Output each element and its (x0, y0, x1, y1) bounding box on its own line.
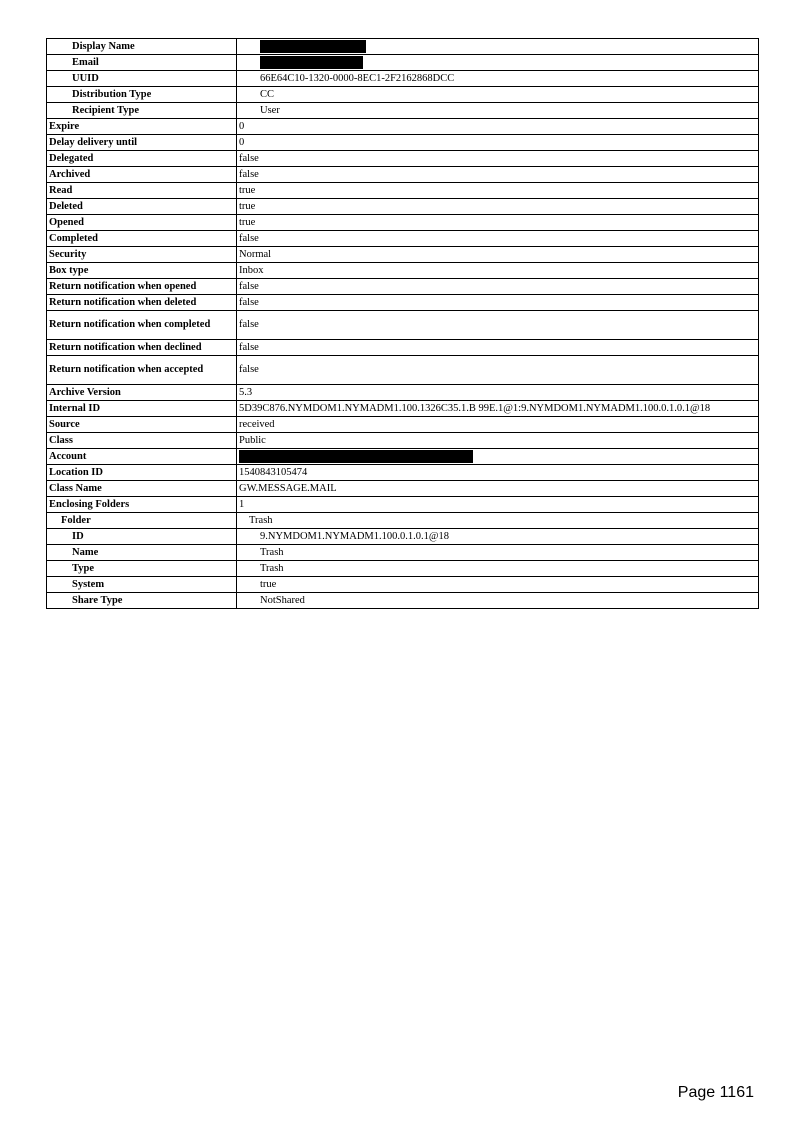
field-value: Trash (237, 513, 759, 529)
field-label: ID (47, 529, 237, 545)
field-label: Share Type (47, 593, 237, 609)
field-value-redacted (237, 55, 759, 71)
table-row (47, 71, 759, 87)
field-label: Name (47, 545, 237, 561)
field-value: true (237, 199, 759, 215)
field-label: Internal ID (47, 401, 237, 417)
field-value: 0 (237, 135, 759, 151)
field-label: Display Name (47, 39, 237, 55)
field-value: false (237, 295, 759, 311)
field-label: Return notification when deleted (47, 295, 237, 311)
field-label: Enclosing Folders (47, 497, 237, 513)
table-row (47, 481, 759, 497)
table-row (47, 167, 759, 183)
table-row (47, 295, 759, 311)
field-value: Normal (237, 247, 759, 263)
table-row (47, 103, 759, 119)
field-label: Archived (47, 167, 237, 183)
table-row (47, 183, 759, 199)
field-value: Inbox (237, 263, 759, 279)
table-row (47, 279, 759, 295)
table-row (47, 356, 759, 385)
field-value: 5.3 (237, 385, 759, 401)
page-number: Page 1161 (677, 1084, 754, 1101)
field-label: Type (47, 561, 237, 577)
field-label: Security (47, 247, 237, 263)
table-row (47, 529, 759, 545)
table-row (47, 545, 759, 561)
field-value: GW.MESSAGE.MAIL (237, 481, 759, 497)
field-label: Email (47, 55, 237, 71)
redaction-bar (239, 450, 473, 463)
field-label: Read (47, 183, 237, 199)
table-row (47, 449, 759, 465)
field-label: Recipient Type (47, 103, 237, 119)
field-label: UUID (47, 71, 237, 87)
field-value: true (237, 183, 759, 199)
table-row (47, 497, 759, 513)
field-label: Class (47, 433, 237, 449)
field-value-redacted (237, 449, 759, 465)
field-value: false (237, 356, 759, 385)
table-row (47, 577, 759, 593)
field-value: true (237, 577, 759, 593)
field-value: NotShared (237, 593, 759, 609)
field-value: 9.NYMDOM1.NYMADM1.100.0.1.0.1@18 (237, 529, 759, 545)
field-label: Folder (47, 513, 237, 529)
field-value: 1 (237, 497, 759, 513)
field-value: true (237, 215, 759, 231)
field-value: 5D39C876.NYMDOM1.NYMADM1.100.1326C35.1.B 99E.1@1:9.NYMDOM1.NYMADM1.100.0.1.0.1@18 (237, 401, 759, 417)
field-label: Class Name (47, 481, 237, 497)
field-value: 1540843105474 (237, 465, 759, 481)
field-label: Distribution Type (47, 87, 237, 103)
table-row (47, 119, 759, 135)
message-properties-table (46, 38, 759, 609)
field-value: false (237, 279, 759, 295)
table-body (47, 39, 759, 609)
table-row (47, 561, 759, 577)
field-value: false (237, 151, 759, 167)
field-value: CC (237, 87, 759, 103)
table-row (47, 199, 759, 215)
table-row (47, 593, 759, 609)
field-label: Location ID (47, 465, 237, 481)
table-row (47, 513, 759, 529)
field-label: Completed (47, 231, 237, 247)
table-row (47, 55, 759, 71)
field-value: false (237, 340, 759, 356)
field-label: Box type (47, 263, 237, 279)
table-row (47, 151, 759, 167)
field-value: false (237, 167, 759, 183)
field-label: Delegated (47, 151, 237, 167)
field-label: Opened (47, 215, 237, 231)
field-label: Return notification when declined (47, 340, 237, 356)
table-row (47, 385, 759, 401)
table-row (47, 39, 759, 55)
table-row (47, 247, 759, 263)
field-label: Return notification when completed (47, 311, 237, 340)
table-row (47, 401, 759, 417)
field-value: 0 (237, 119, 759, 135)
field-value: Public (237, 433, 759, 449)
redaction-bar (260, 40, 366, 53)
field-value: received (237, 417, 759, 433)
table-row (47, 311, 759, 340)
field-label: System (47, 577, 237, 593)
field-label: Expire (47, 119, 237, 135)
field-value: User (237, 103, 759, 119)
field-label: Return notification when accepted (47, 356, 237, 385)
field-value: 66E64C10-1320-0000-8EC1-2F2162868DCC (237, 71, 759, 87)
redaction-bar (260, 56, 363, 69)
table-row (47, 465, 759, 481)
table-row (47, 340, 759, 356)
field-label: Archive Version (47, 385, 237, 401)
table-row (47, 417, 759, 433)
table-row (47, 433, 759, 449)
table-row (47, 215, 759, 231)
field-label: Deleted (47, 199, 237, 215)
field-label: Delay delivery until (47, 135, 237, 151)
field-value-redacted (237, 39, 759, 55)
field-value: false (237, 231, 759, 247)
field-label: Source (47, 417, 237, 433)
table-row (47, 263, 759, 279)
table-row (47, 135, 759, 151)
table-row (47, 87, 759, 103)
field-label: Return notification when opened (47, 279, 237, 295)
field-label: Account (47, 449, 237, 465)
table-row (47, 231, 759, 247)
field-value: Trash (237, 545, 759, 561)
field-value: Trash (237, 561, 759, 577)
field-value: false (237, 311, 759, 340)
